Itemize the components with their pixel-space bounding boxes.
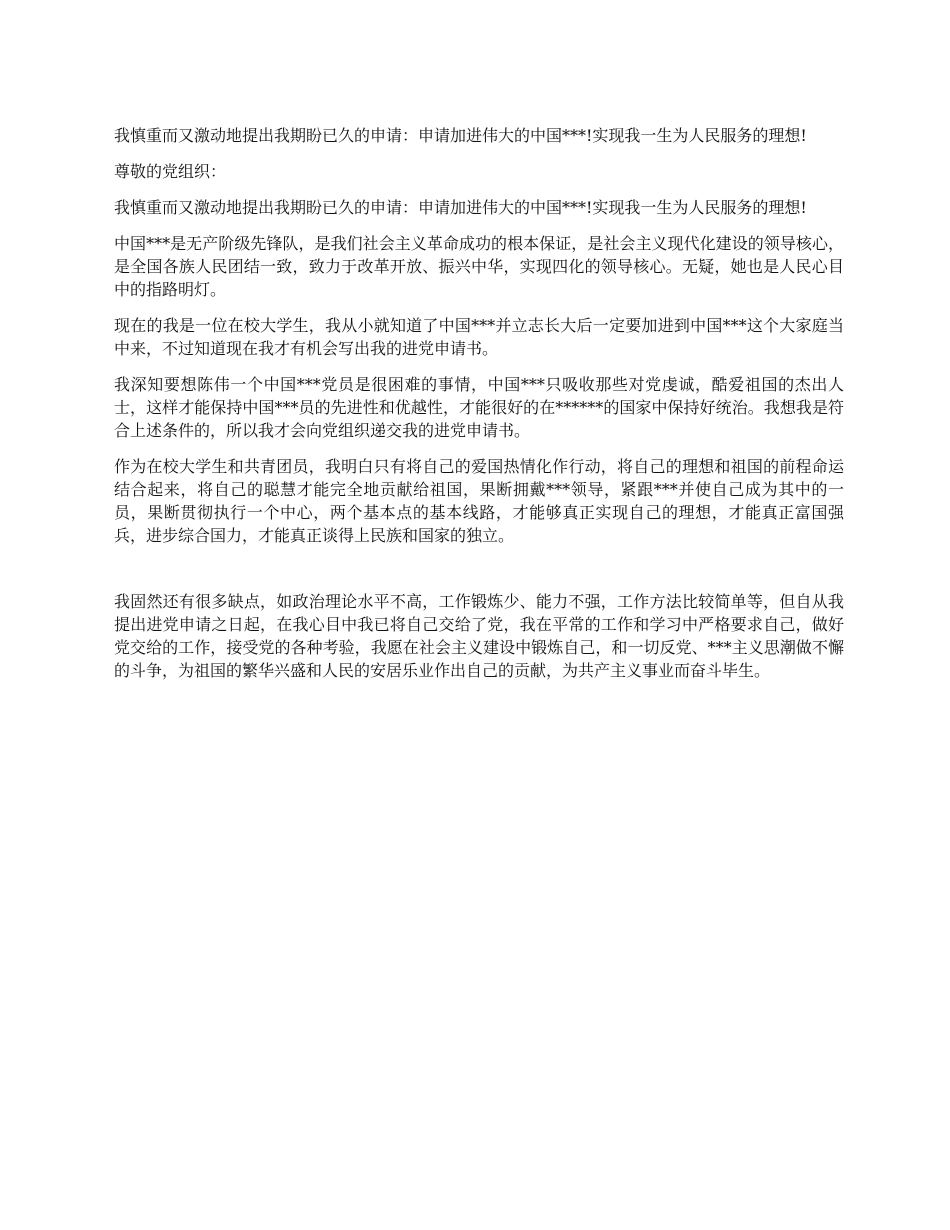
body-paragraph-5: 作为在校大学生和共青团员，我明白只有将自己的爱国热情化作行动，将自己的理想和祖国的前程命运结合起来，将自己的聪慧才能完全地贡献给祖国，果断拥戴***领导，紧跟***并使自己成为其中的一员，果断贯彻执行一个中心，两个基本点的基本线路，才能够真正实现自己的理想，才能真正富国强兵，进步综合国力，才能真正谈得上民族和国家的独立。 xyxy=(114,457,844,545)
intro-paragraph: 我慎重而又激动地提出我期盼已久的申请：申请加进伟大的中国***!实现我一生为人民服务的理想! xyxy=(114,126,807,145)
closing-paragraph: 我固然还有很多缺点，如政治理论水平不高，工作锻炼少、能力不强，工作方法比较简单等，但自从我提出进党申请之日起，在我心目中我已将自己交给了党，我在平常的工作和学习中严格要求自己，做好党交给的工作，接受党的各种考验，我愿在社会主义建设中锻炼自己，和一切反党、***主义思潮做不懈的斗争，为祖国的繁华兴盛和人民的安居乐业作出自己的贡献，为共产主义事业而奋斗毕生。 xyxy=(114,592,844,680)
body-paragraph-3: 现在的我是一位在校大学生，我从小就知道了中国***并立志长大后一定要加进到中国***这个大家庭当中来，不过知道现在我才有机会写出我的进党申请书。 xyxy=(114,316,844,358)
body-paragraph-2: 中国***是无产阶级先锋队，是我们社会主义革命成功的根本保证，是社会主义现代化建设的领导核心，是全国各族人民团结一致，致力于改革开放、振兴中华，实现四化的领导核心。无疑，她也是人民心目中的指路明灯。 xyxy=(114,234,844,299)
body-paragraph-1: 我慎重而又激动地提出我期盼已久的申请：申请加进伟大的中国***!实现我一生为人民服务的理想! xyxy=(114,198,807,217)
body-paragraph-4: 我深知要想陈伟一个中国***党员是很困难的事情，中国***只吸收那些对党虔诚，酷爱祖国的杰出人士，这样才能保持中国***员的先进性和优越性，才能很好的在******的国家中保持好统治。我想我是符合上述条件的，所以我才会向党组织递交我的进党申请书。 xyxy=(114,375,844,440)
document-page xyxy=(114,124,844,695)
paragraph-spacer xyxy=(114,560,844,590)
salutation: 尊敬的党组织： xyxy=(114,162,227,181)
